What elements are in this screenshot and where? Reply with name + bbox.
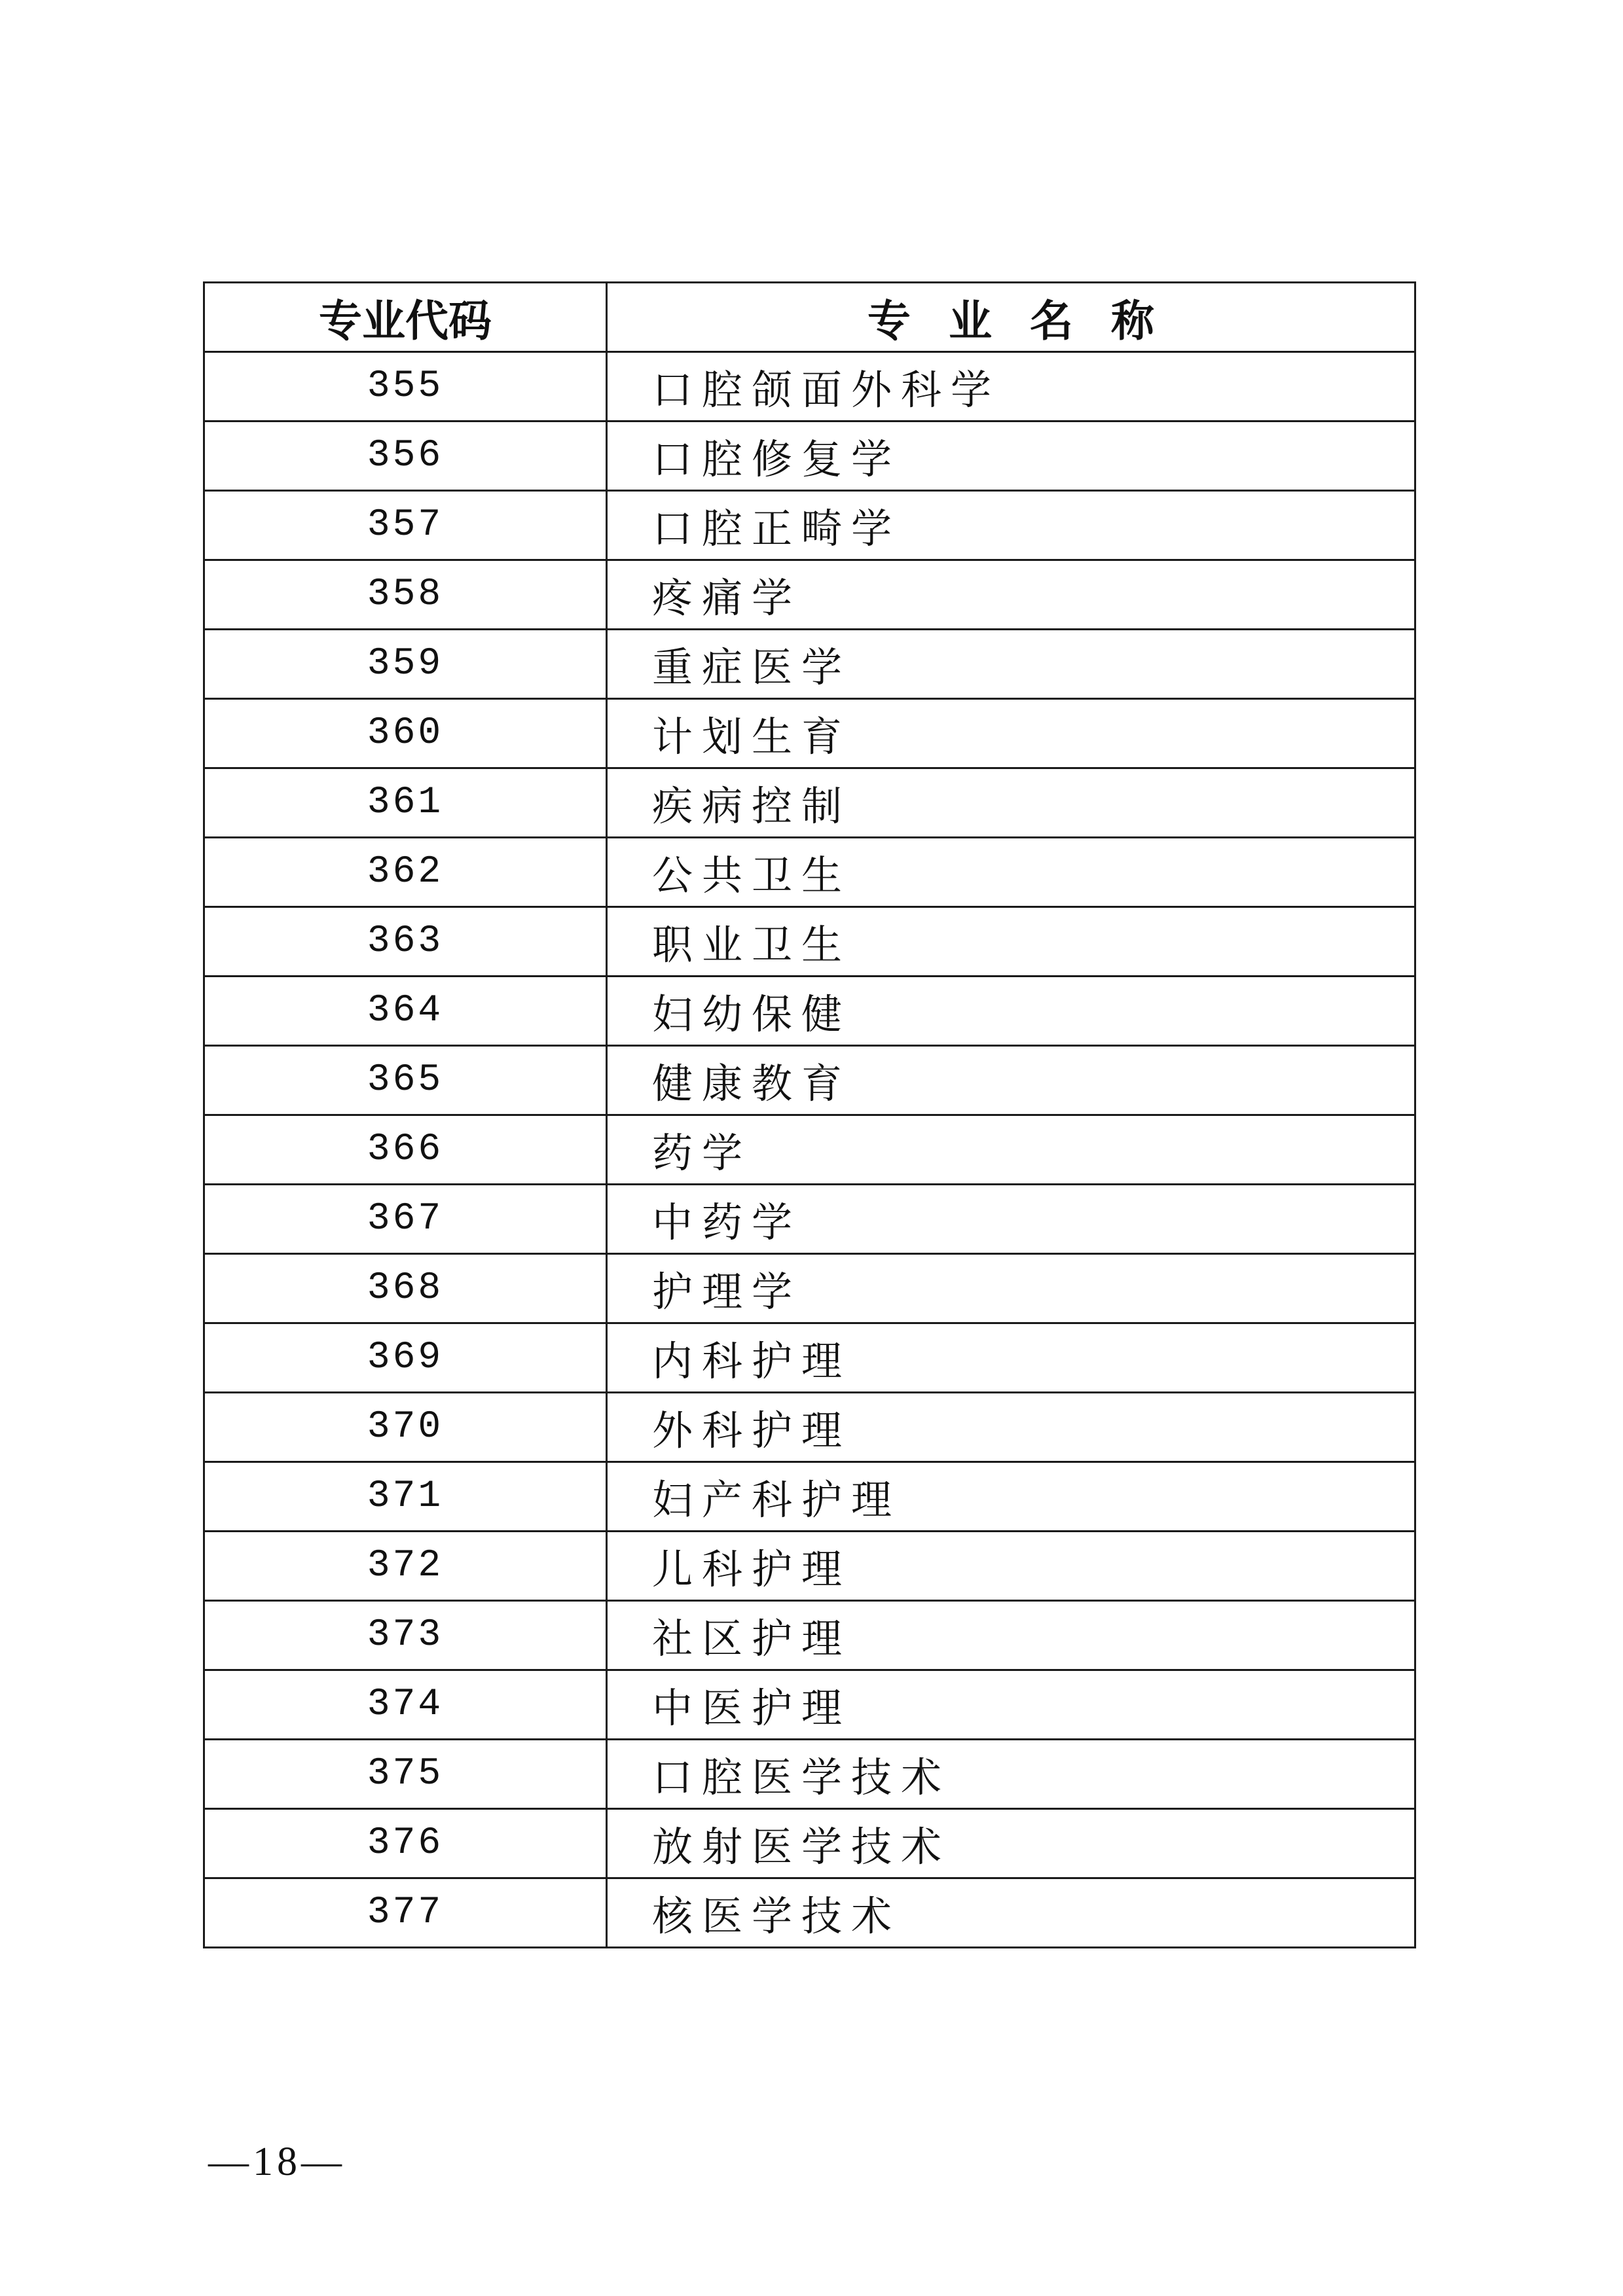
table-row bbox=[204, 838, 1415, 907]
table-row bbox=[204, 1115, 1415, 1185]
major-code-cell: 371 bbox=[204, 1462, 607, 1532]
table-row bbox=[204, 422, 1415, 491]
major-code-cell: 363 bbox=[204, 907, 607, 977]
major-name-cell: 疼痛学 bbox=[607, 560, 1415, 630]
major-code-cell: 359 bbox=[204, 630, 607, 699]
table-row bbox=[204, 1254, 1415, 1323]
table-row bbox=[204, 1670, 1415, 1740]
table-row bbox=[204, 1809, 1415, 1878]
major-name-cell: 职业卫生 bbox=[607, 907, 1415, 977]
major-name-cell: 核医学技术 bbox=[607, 1878, 1415, 1948]
major-name-cell: 口腔正畸学 bbox=[607, 491, 1415, 560]
major-name-cell: 重症医学 bbox=[607, 630, 1415, 699]
table-row bbox=[204, 1393, 1415, 1462]
major-code-cell: 365 bbox=[204, 1046, 607, 1115]
major-code-cell: 355 bbox=[204, 352, 607, 422]
major-code-cell: 368 bbox=[204, 1254, 607, 1323]
table-row bbox=[204, 560, 1415, 630]
table-row bbox=[204, 977, 1415, 1046]
table-row bbox=[204, 1740, 1415, 1809]
major-name-cell: 妇产科护理 bbox=[607, 1462, 1415, 1532]
major-code-cell: 358 bbox=[204, 560, 607, 630]
major-name-cell: 公共卫生 bbox=[607, 838, 1415, 907]
major-code-cell: 362 bbox=[204, 838, 607, 907]
major-name-cell: 妇幼保健 bbox=[607, 977, 1415, 1046]
major-code-cell: 360 bbox=[204, 699, 607, 768]
major-code-cell: 372 bbox=[204, 1532, 607, 1601]
major-code-cell: 366 bbox=[204, 1115, 607, 1185]
major-name-cell: 护理学 bbox=[607, 1254, 1415, 1323]
table-row bbox=[204, 1323, 1415, 1393]
table-row bbox=[204, 1601, 1415, 1670]
major-name-cell: 口腔修复学 bbox=[607, 422, 1415, 491]
major-code-cell: 369 bbox=[204, 1323, 607, 1393]
major-code-cell: 361 bbox=[204, 768, 607, 838]
major-name-cell: 儿科护理 bbox=[607, 1532, 1415, 1601]
major-name-cell: 口腔颌面外科学 bbox=[607, 352, 1415, 422]
table-row bbox=[204, 1532, 1415, 1601]
table-body bbox=[204, 352, 1415, 1948]
major-name-cell: 社区护理 bbox=[607, 1601, 1415, 1670]
major-name-cell: 内科护理 bbox=[607, 1323, 1415, 1393]
table-row bbox=[204, 768, 1415, 838]
major-name-cell: 外科护理 bbox=[607, 1393, 1415, 1462]
major-name-cell: 药学 bbox=[607, 1115, 1415, 1185]
table-row bbox=[204, 352, 1415, 422]
major-code-cell: 376 bbox=[204, 1809, 607, 1878]
major-name-cell: 中医护理 bbox=[607, 1670, 1415, 1740]
table-row bbox=[204, 1046, 1415, 1115]
table-row bbox=[204, 699, 1415, 768]
major-name-cell: 中药学 bbox=[607, 1185, 1415, 1254]
major-code-cell: 373 bbox=[204, 1601, 607, 1670]
table-header-row bbox=[204, 283, 1415, 352]
major-name-cell: 放射医学技术 bbox=[607, 1809, 1415, 1878]
major-code-cell: 364 bbox=[204, 977, 607, 1046]
major-code-cell: 377 bbox=[204, 1878, 607, 1948]
header-major-name: 专业名称 bbox=[607, 283, 1415, 352]
table-row bbox=[204, 491, 1415, 560]
major-code-cell: 357 bbox=[204, 491, 607, 560]
table-row bbox=[204, 1185, 1415, 1254]
major-code-cell: 375 bbox=[204, 1740, 607, 1809]
major-name-cell: 计划生育 bbox=[607, 699, 1415, 768]
major-code-cell: 370 bbox=[204, 1393, 607, 1462]
major-name-cell: 健康教育 bbox=[607, 1046, 1415, 1115]
header-major-code: 专业代码 bbox=[204, 283, 607, 352]
majors-table-container bbox=[203, 281, 1414, 1948]
major-code-cell: 367 bbox=[204, 1185, 607, 1254]
major-name-cell: 疾病控制 bbox=[607, 768, 1415, 838]
major-name-cell: 口腔医学技术 bbox=[607, 1740, 1415, 1809]
major-code-cell: 374 bbox=[204, 1670, 607, 1740]
major-code-cell: 356 bbox=[204, 422, 607, 491]
table-row bbox=[204, 907, 1415, 977]
table-row bbox=[204, 1462, 1415, 1532]
majors-table bbox=[203, 281, 1416, 1948]
table-row bbox=[204, 630, 1415, 699]
page-number: —18— bbox=[208, 2140, 346, 2184]
table-row bbox=[204, 1878, 1415, 1948]
